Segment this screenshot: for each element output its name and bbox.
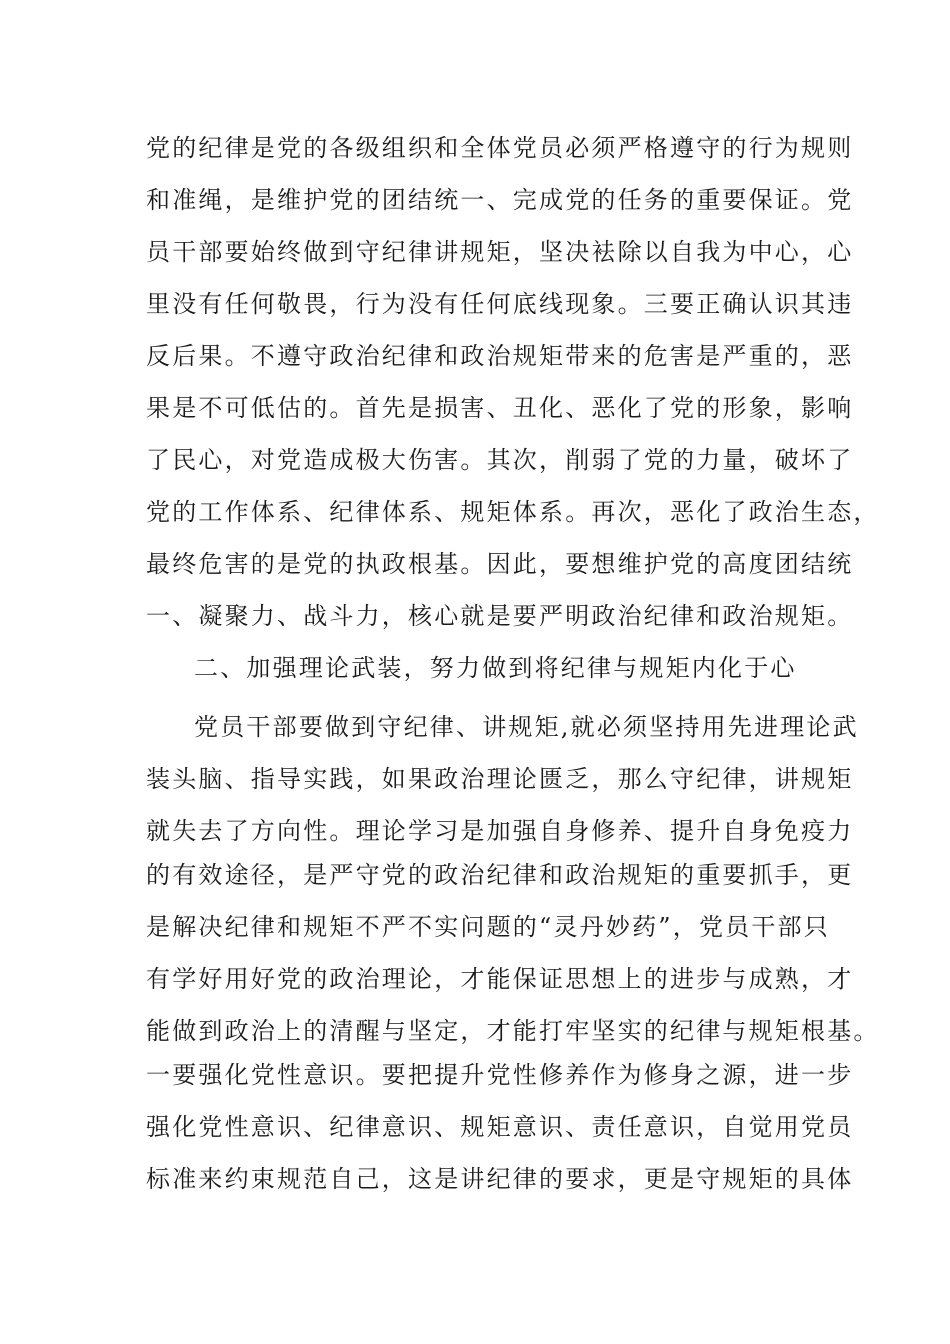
text-line: 就失去了方向性。理论学习是加强自身修养、提升自身免疫力 [146,817,854,845]
text-line: 了民心，对党造成极大伤害。其次，削弱了党的力量，破坏了 [146,446,854,474]
text-line: 强化党性意识、纪律意识、规矩意识、责任意识，自觉用党员 [146,1113,854,1141]
section-heading: 二、加强理论武装，努力做到将纪律与规矩内化于心 [194,654,797,682]
text-line: 装头脑、指导实践，如果政治理论匮乏，那么守纪律，讲规矩 [146,765,854,793]
text-line: 的有效途径，是严守党的政治纪律和政治规矩的重要抓手，更 [146,861,854,889]
text-line: 一要强化党性意识。要把提升党性修养作为修身之源，进一步 [146,1061,854,1089]
text-line: 党的工作体系、纪律体系、规矩体系。再次，恶化了政治生态， [146,498,880,526]
text-line: 有学好用好党的政治理论，才能保证思想上的进步与成熟，才 [146,965,854,993]
text-line: 里没有任何敬畏，行为没有任何底线现象。三要正确认识其违 [146,290,854,318]
text-line: 一、凝聚力、战斗力，核心就是要严明政治纪律和政治规矩。 [146,602,854,630]
text-line: 党员干部要做到守纪律、讲规矩,就必须坚持用先进理论武 [194,713,859,741]
text-line: 和准绳，是维护党的团结统一、完成党的任务的重要保证。党 [146,186,854,214]
text-line: 员干部要始终做到守纪律讲规矩，坚决袪除以自我为中心，心 [146,238,854,266]
text-line: 果是不可低估的。首先是损害、丑化、恶化了党的形象，影响 [146,394,854,422]
text-line: 标准来约束规范自己，这是讲纪律的要求，更是守规矩的具体 [146,1165,854,1193]
text-line: 是解决纪律和规矩不严不实问题的“灵丹妙药”，党员干部只 [146,913,830,941]
text-line: 最终危害的是党的执政根基。因此，要想维护党的高度团结统 [146,550,854,578]
text-line: 党的纪律是党的各级组织和全体党员必须严格遵守的行为规则 [146,134,854,162]
text-line: 反后果。不遵守政治纪律和政治规矩带来的危害是严重的，恶 [146,342,854,370]
text-line: 能做到政治上的清醒与坚定，才能打牢坚实的纪律与规矩根基。 [146,1017,880,1045]
